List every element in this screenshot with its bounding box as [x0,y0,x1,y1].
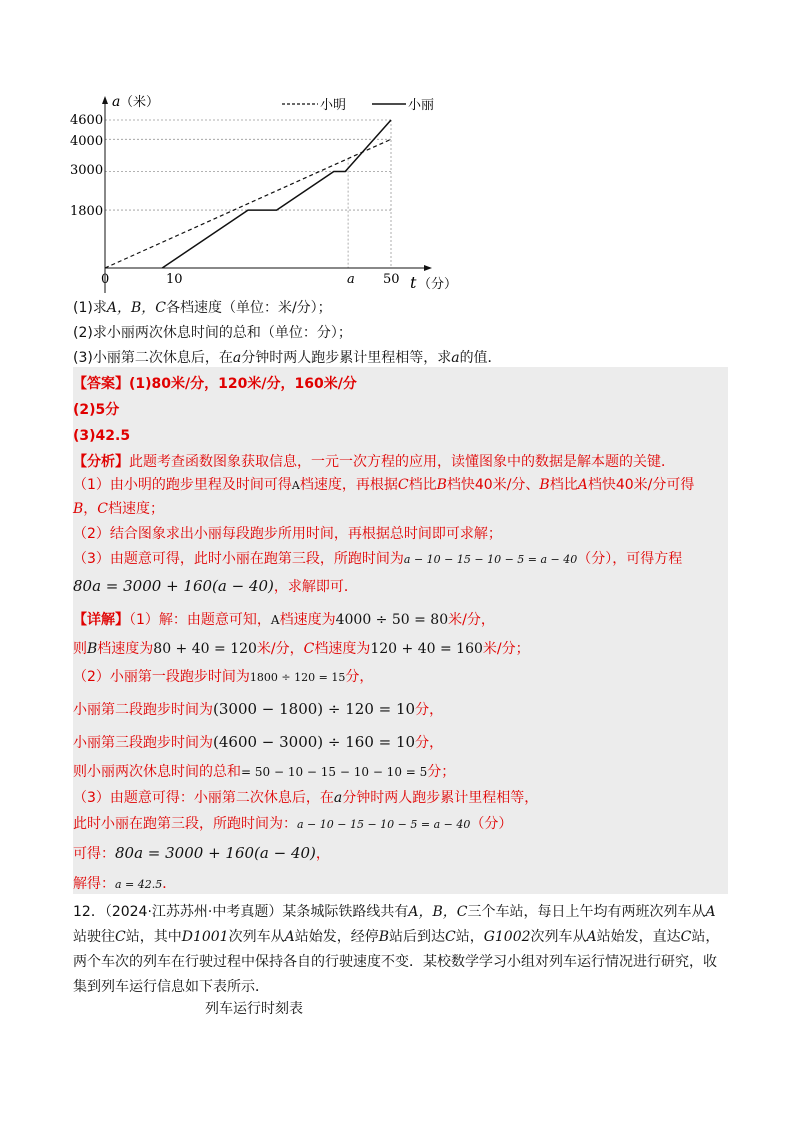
analysis-line-2: （1）由小明的跑步里程及时间可得A档速度，再根据C档比B档快40米/分、B档比A档快40米/分可得 [73,477,695,493]
question-3: (3)小丽第二次休息后，在a分钟时两人跑步累计里程相等，求a的值． [73,350,502,366]
detail-line-1: 【详解】（1）解：由题意可知，A档速度为4000 ÷ 50 = 80米/分， [73,612,495,628]
analysis-line-3: B，C档速度； [73,501,165,517]
x-tick-label: 50 [383,272,400,287]
legend-label: 小明 [320,98,347,113]
y-axis-label-var: a [112,94,121,110]
x-axis-label-unit: （分） [418,277,458,292]
detail-line-6: 则小丽两次休息时间的总和= 50 − 10 − 15 − 10 − 10 = 5分； [73,764,456,780]
analysis-line-4: （2）结合图象求出小丽每段跑步所用时间，再根据总时间即可求解； [73,526,502,542]
y-axis-arrow [102,96,108,104]
x-axis-arrow [424,265,432,271]
chart-series [105,120,391,268]
y-tick-label: 1800 [70,204,104,219]
x-tick-label: 10 [166,272,183,287]
detail-line-3: （2）小丽第一段跑步时间为1800 ÷ 120 = 15分， [73,669,374,685]
detail-line-7: （3）由题意可得：小丽第二次休息后，在a分钟时两人跑步累计里程相等， [73,790,539,806]
detail-line-4: 小丽第二段跑步时间为(3000 − 1800) ÷ 120 = 10分， [73,700,444,718]
answer-line-2: (2)5分 [73,402,120,418]
question-1: (1)求A，B，C各档速度（单位：米/分）； [73,300,332,316]
detail-line-10: 解得：a = 42.5． [73,876,177,892]
chart [60,88,480,300]
y-axis-label-unit: （米） [120,95,160,110]
analysis-line-1: 【分析】此题考查函数图象获取信息，一元一次方程的应用，读懂图象中的数据是解本题的关键． [73,454,675,470]
answer-line-1: 【答案】(1)80米/分，120米/分，160米/分 [73,376,357,392]
problem-12-line-3: 两个车次的列车在行驶过程中保持各自的行驶速度不变．某校数学学习小组对列车运行情况进行研究，收 [73,954,717,970]
x-tick-label: a [347,272,355,287]
y-tick-label: 4000 [70,134,104,149]
problem-12-line-1: 12．（2024·江苏苏州·中考真题）某条城际铁路线共有A，B，C三个车站，每日上午均有两班次列车从A [73,904,716,920]
analysis-line-6: 80a = 3000 + 160(a − 40)，求解即可． [73,577,358,595]
table-caption: 列车运行时刻表 [205,1001,303,1017]
detail-line-9: 可得：80a = 3000 + 160(a − 40)， [73,844,330,862]
x-axis-label-var: t [410,273,417,292]
legend-label: 小丽 [408,98,435,113]
detail-line-2: 则B档速度为80 + 40 = 120米/分，C档速度为120 + 40 = 160米/分； [73,641,530,657]
problem-12-line-4: 集到列车运行信息如下表所示． [73,979,269,995]
question-2: (2)求小丽两次休息时间的总和（单位：分）； [73,325,352,341]
detail-line-8: 此时小丽在跑第三段，所跑时间为：a − 10 − 15 − 10 − 5 = a − 40（分） [73,816,513,832]
x-tick-label: 0 [101,272,110,287]
analysis-line-5: （3）由题意可得，此时小丽在跑第三段，所跑时间为a − 10 − 15 − 10 − 5 = a − 40（分），可得方程 [73,551,683,567]
detail-line-5: 小丽第三段跑步时间为(4600 − 3000) ÷ 160 = 10分， [73,733,444,751]
series-line-xiaoli [162,120,391,268]
y-tick-label: 3000 [70,163,104,178]
answer-line-3: (3)42.5 [73,428,131,444]
problem-12-line-2: 站驶往C站，其中D1001次列车从A站始发，经停B站后到达C站，G1002次列车从A站始发，直达C站， [73,929,720,945]
chart-guides [105,120,391,268]
y-tick-label: 4600 [70,113,104,128]
